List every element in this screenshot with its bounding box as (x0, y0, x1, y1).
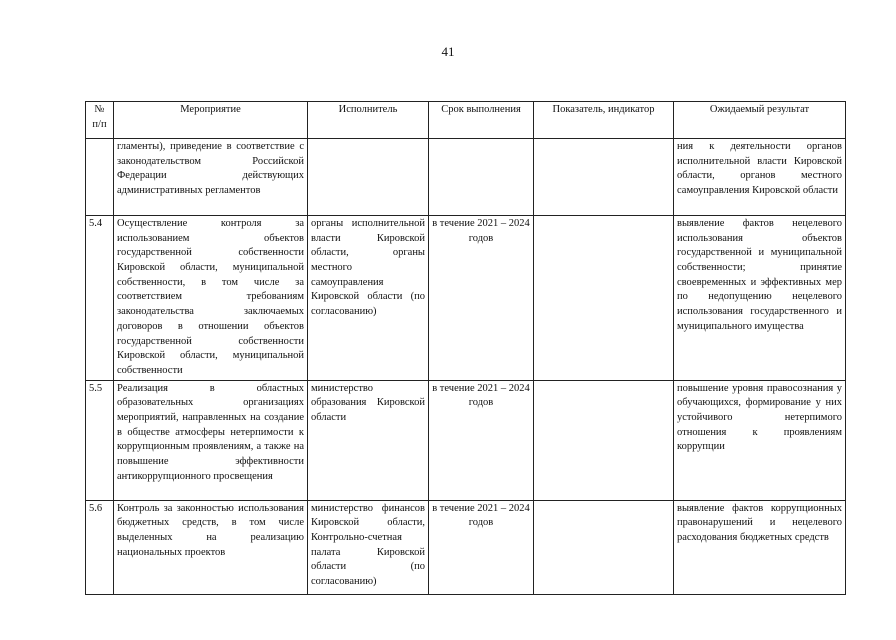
row-executor (308, 139, 429, 216)
row-deadline (429, 139, 534, 216)
row-number: 5.5 (86, 380, 114, 500)
row-number: 5.6 (86, 500, 114, 594)
table-row (86, 139, 846, 216)
table-header-row (86, 102, 846, 139)
row-indicator (534, 216, 674, 381)
header-indicator: Показатель, индикатор (534, 102, 674, 139)
row-executor: министерство образования Кировской области (308, 380, 429, 500)
row-executor: министерство финансов Кировской области, Контрольно-счетная палата Кировской области (по согласованию) (308, 500, 429, 594)
row-deadline: в течение 2021 – 2024 годов (429, 216, 534, 381)
row-number (86, 139, 114, 216)
row-result: выявление фактов коррупционных правонарушений и нецелевого расходования бюджетных средств (674, 500, 846, 594)
header-deadline: Срок выполнения (429, 102, 534, 139)
row-executor: органы исполнительной власти Кировской области, органы местного самоуправления Кировской области (по согласованию) (308, 216, 429, 381)
header-num: № п/п (86, 102, 114, 139)
row-result: повышение уровня правосознания у обучающихся, формирование у них устойчивого нетерпимого отношения к проявлениям коррупции (674, 380, 846, 500)
row-indicator (534, 139, 674, 216)
page-number: 41 (441, 44, 455, 59)
row-result: ния к деятельности органов исполнительной власти Кировской области, органов местного самоуправления Кировской области (674, 139, 846, 216)
row-indicator (534, 380, 674, 500)
row-event: Осуществление контроля за использованием объектов государственной собственности Кировской области, муниципальной собственности, в том числе за соответствием требованиям законодательства заключаемых договоров в отношении объектов государственной собственности Кировской области, муниципальной собственности (114, 216, 308, 381)
row-result: выявление фактов нецелевого использования объектов государственной и муниципальной собственности; принятие своевременных и эффективных мер по недопущению нецелевого использования государственного и муниципального имущества (674, 216, 846, 381)
table-row (86, 500, 846, 594)
row-event: Реализация в областных образовательных организациях мероприятий, направленных на создание в обществе атмосферы нетерпимости к коррупционным проявлениям, а также на повышение эффективности антикоррупционного просвещения (114, 380, 308, 500)
action-plan-table (85, 101, 846, 595)
header-event: Мероприятие (114, 102, 308, 139)
row-deadline: в течение 2021 – 2024 годов (429, 380, 534, 500)
header-result: Ожидаемый результат (674, 102, 846, 139)
header-executor: Исполнитель (308, 102, 429, 139)
row-event: Контроль за законностью использования бюджетных средств, в том числе выделенных на реализацию национальных проектов (114, 500, 308, 594)
row-number: 5.4 (86, 216, 114, 381)
table-row (86, 380, 846, 500)
row-event: гламенты), приведение в соответствие с законодательством Российской Федерации действующих административных регламентов (114, 139, 308, 216)
row-indicator (534, 500, 674, 594)
table-row (86, 216, 846, 381)
row-deadline: в течение 2021 – 2024 годов (429, 500, 534, 594)
